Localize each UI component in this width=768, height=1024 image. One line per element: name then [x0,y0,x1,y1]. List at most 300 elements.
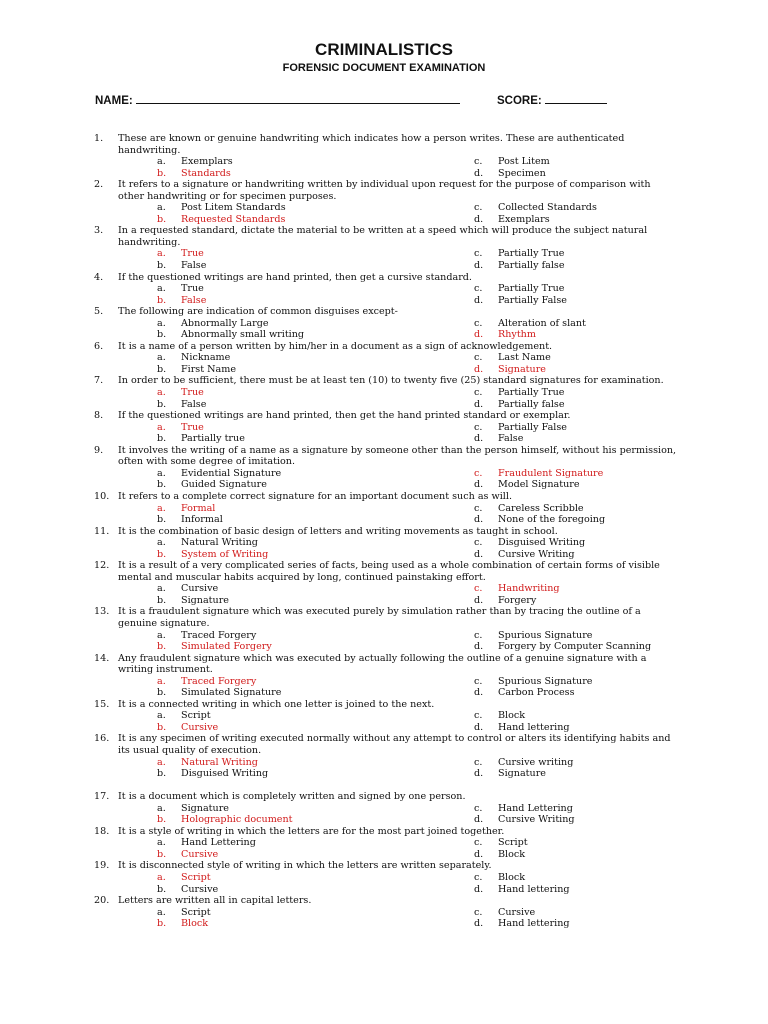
option-text: Holographic document [181,814,293,826]
question-text: It is disconnected style of writing in which the letters are written separately. [118,860,492,872]
option-text: Hand lettering [498,883,570,895]
question-item [0,410,768,445]
option-text: Hand lettering [498,918,570,930]
option-row [0,514,768,526]
option-letter: d. [474,479,484,491]
question-number: 15. [94,698,110,710]
answer-option [157,329,304,341]
option-letter: b. [157,641,167,653]
answer-option [474,503,584,515]
correct-answer-option [157,168,231,180]
question-item [0,791,768,826]
question-text: Any fraudulent signature which was executed by actually following the outline of a genuine signature with a writing instrument. [118,652,647,676]
option-letter: b. [157,721,167,733]
correct-answer-option [474,583,560,595]
option-letter: a. [157,675,166,687]
option-text: Exemplars [498,213,550,225]
option-letter: c. [474,583,483,595]
option-text: Informal [181,514,223,526]
question-stem [0,826,678,838]
answer-option [157,630,256,642]
option-letter: c. [474,502,483,514]
option-letter: d. [474,294,484,306]
answer-option [474,283,564,295]
option-text: Partially False [498,294,567,306]
option-text: Abnormally small writing [181,329,305,341]
option-text: Signature [181,802,229,814]
question-number: 11. [94,525,110,537]
question-stem [0,491,678,503]
option-text: Hand lettering [498,721,570,733]
answer-option [474,260,565,272]
answer-option [157,537,258,549]
question-text: In a requested standard, dictate the material to be written at a speed which will produce the subject natural handwriting. [118,225,648,248]
answer-option [474,918,570,930]
option-text: Spurious Signature [498,629,593,641]
option-text: Specimen [498,167,546,179]
option-row [0,884,768,896]
option-text: None of the foregoing [498,514,606,526]
option-text: Signature [181,594,229,606]
answer-option [157,884,218,896]
option-text: False [181,294,207,306]
option-row [0,479,768,491]
question-number: 9. [94,444,104,456]
option-text: Cursive [181,583,219,595]
option-text: Disguised Writing [498,537,586,549]
answer-option [474,722,570,734]
option-text: Script [498,837,528,849]
correct-answer-option [157,295,206,307]
option-text: Forgery by Computer Scanning [498,641,652,653]
option-text: Guided Signature [181,479,267,491]
option-text: Rhythm [498,329,536,341]
question-item [0,375,768,410]
option-row [0,156,768,168]
option-row [0,468,768,480]
option-letter: d. [474,641,484,653]
option-letter: c. [474,317,483,329]
answer-option [474,687,575,699]
option-text: Partially True [498,387,565,399]
option-row [0,329,768,341]
correct-answer-option [157,387,204,399]
question-text: It is a connected writing in which one letter is joined to the next. [118,698,435,710]
option-text: Traced Forgery [181,629,257,641]
correct-answer-option [157,214,285,226]
question-stem [0,341,678,353]
correct-answer-option [157,248,204,260]
option-text: Last Name [498,352,551,364]
question-number: 16. [94,733,110,745]
option-letter: d. [474,687,484,699]
question-text: If the questioned writings are hand printed, then get a cursive standard. [118,271,472,283]
option-text: Block [181,918,209,930]
option-letter: d. [474,329,484,341]
option-row [0,849,768,861]
option-text: Script [181,872,211,883]
answer-option [474,814,575,826]
question-list [0,133,768,930]
answer-option [474,214,550,226]
option-letter: d. [474,721,484,733]
option-letter: d. [474,768,484,780]
option-letter: a. [157,202,166,214]
option-row [0,364,768,376]
correct-answer-option [157,814,293,826]
question-item [0,699,768,734]
correct-answer-option [474,468,603,480]
option-letter: c. [474,629,483,641]
option-text: False [181,398,207,410]
option-letter: b. [157,883,167,895]
option-row [0,214,768,226]
question-number: 2. [94,179,104,191]
option-letter: a. [157,317,166,329]
option-letter: c. [474,421,483,433]
question-item [0,895,768,930]
option-row [0,295,768,307]
question-stem [0,733,678,756]
option-letter: c. [474,283,483,295]
option-text: Hand Lettering [181,837,256,849]
option-letter: b. [157,918,167,930]
option-letter: c. [474,906,483,918]
option-letter: c. [474,872,483,883]
option-text: Hand Lettering [498,802,573,814]
question-stem [0,606,678,629]
option-text: Exemplars [181,156,233,168]
option-text: Careless Scribble [498,502,584,514]
question-number: 1. [94,133,104,144]
question-item [0,860,768,895]
option-text: Partially false [498,260,565,272]
option-text: True [181,421,204,433]
option-text: Forgery [498,594,537,606]
option-letter: a. [157,387,166,399]
option-letter: d. [474,594,484,606]
option-row [0,837,768,849]
question-text: If the questioned writings are hand printed, then get the hand printed standard or exemplar. [118,410,571,422]
question-number: 5. [94,306,104,318]
option-text: Formal [181,502,216,514]
option-text: Partially False [498,421,567,433]
question-text: It is any specimen of writing executed normally without any attempt to control or alters its identifying habits and its usual quality of execution. [118,733,671,756]
name-blank-line [136,92,460,104]
answer-option [157,202,286,214]
option-row [0,248,768,260]
answer-option [157,433,245,445]
option-text: Natural Writing [181,756,258,768]
question-number: 12. [94,560,110,572]
option-letter: a. [157,802,166,814]
option-row [0,202,768,214]
answer-option [474,710,525,722]
option-row [0,803,768,815]
answer-option [474,433,523,445]
option-row [0,687,768,699]
option-text: Natural Writing [181,537,258,549]
question-number: 3. [94,225,104,237]
option-letter: a. [157,710,166,722]
question-text: These are known or genuine handwriting which indicates how a person writes. These are authenticated handwriting. [118,133,625,156]
option-text: Block [498,872,526,883]
name-field [95,92,460,107]
answer-option [474,168,546,180]
option-letter: d. [474,514,484,526]
option-letter: d. [474,363,484,375]
option-letter: c. [474,202,483,214]
option-row [0,872,768,884]
question-item [0,653,768,699]
option-text: Nickname [181,352,231,364]
answer-option [157,768,268,780]
option-letter: b. [157,814,167,826]
question-number: 19. [94,860,110,872]
answer-option [474,768,546,780]
option-text: Cursive Writing [498,548,575,560]
answer-option [157,687,281,699]
option-letter: a. [157,837,166,849]
correct-answer-option [157,641,272,653]
option-text: Script [181,710,211,722]
question-text: It refers to a complete correct signature for an important document such as will. [118,490,512,502]
correct-answer-option [474,329,536,341]
option-text: Requested Standards [181,213,286,225]
option-letter: d. [474,433,484,445]
option-text: True [181,387,204,399]
option-letter: a. [157,537,166,549]
option-letter: b. [157,433,167,445]
correct-answer-option [157,549,268,561]
option-text: Disguised Writing [181,768,269,780]
page-subtitle: FORENSIC DOCUMENT EXAMINATION [282,62,486,74]
score-label: SCORE: [497,95,542,107]
answer-option [474,907,535,919]
option-row [0,433,768,445]
question-item [0,733,768,779]
question-item [0,133,768,179]
option-letter: c. [474,675,483,687]
option-row [0,814,768,826]
question-number: 13. [94,606,110,618]
option-text: Traced Forgery [181,675,257,687]
option-letter: b. [157,398,167,410]
question-text: It refers to a signature or handwriting written by individual upon request for the purpose of comparison with other handwriting or for specimen purposes. [118,179,651,202]
score-blank-line [545,92,607,104]
question-text: It is a fraudulent signature which was executed purely by simulation rather than by tracing the outline of a genuine signature. [118,606,641,629]
option-text: System of Writing [181,548,269,560]
option-text: False [181,260,207,272]
correct-answer-option [157,722,218,734]
option-letter: b. [157,594,167,606]
correct-answer-option [157,422,204,434]
option-row [0,260,768,272]
answer-option [474,387,564,399]
answer-option [474,595,536,607]
answer-option [474,422,567,434]
question-number: 18. [94,825,110,837]
question-spacer [0,780,768,792]
option-row [0,768,768,780]
question-stem [0,375,678,387]
option-text: Spurious Signature [498,675,593,687]
option-row [0,722,768,734]
option-row [0,630,768,642]
answer-option [474,803,573,815]
question-number: 17. [94,791,110,803]
answer-option [157,399,206,411]
option-row [0,387,768,399]
question-text: It is a style of writing in which the letters are for the most part joined together. [118,825,505,837]
option-text: Cursive [181,883,219,895]
option-text: Partially false [498,398,565,410]
question-item [0,526,768,561]
option-letter: c. [474,352,483,364]
option-text: Signature [498,363,546,375]
option-text: Carbon Process [498,687,575,699]
answer-option [474,295,567,307]
option-text: Partially True [498,283,565,295]
answer-option [474,156,550,168]
option-letter: b. [157,768,167,780]
option-letter: a. [157,583,166,595]
answer-option [474,884,570,896]
question-item [0,179,768,225]
option-text: False [498,433,524,445]
question-number: 4. [94,271,104,283]
option-row [0,757,768,769]
option-letter: a. [157,906,166,918]
answer-option [157,479,267,491]
answer-option [157,837,256,849]
option-letter: b. [157,167,167,179]
correct-answer-option [157,503,215,515]
option-text: Standards [181,167,231,179]
question-item [0,606,768,652]
question-text: It is a document which is completely written and signed by one person. [118,791,466,803]
option-letter: c. [474,537,483,549]
answer-option [157,318,269,330]
question-stem [0,445,678,468]
correct-answer-option [157,918,208,930]
option-text: Simulated Forgery [181,641,272,653]
option-text: Handwriting [498,583,560,595]
option-letter: a. [157,467,166,479]
option-row [0,537,768,549]
answer-option [157,583,218,595]
question-stem [0,133,678,156]
option-letter: a. [157,421,166,433]
option-row [0,318,768,330]
question-number: 14. [94,652,110,664]
correct-answer-option [157,676,256,688]
option-text: Post Litem [498,156,550,168]
question-item [0,272,768,307]
option-row [0,595,768,607]
question-item [0,445,768,491]
option-letter: b. [157,548,167,560]
option-text: True [181,248,204,260]
question-item [0,341,768,376]
page-title: CRIMINALISTICS [315,40,453,59]
answer-option [474,757,573,769]
option-row [0,422,768,434]
option-letter: a. [157,248,166,260]
answer-option [474,514,605,526]
option-letter: d. [474,918,484,930]
option-letter: d. [474,398,484,410]
answer-option [157,468,281,480]
question-stem [0,860,678,872]
option-row [0,676,768,688]
option-row [0,503,768,515]
question-text: In order to be sufficient, there must be at least ten (10) to twenty five (25) standard signatures for examination. [118,375,664,387]
answer-option [474,537,585,549]
question-text: It is the combination of basic design of letters and writing movements as taught in school. [118,525,558,537]
option-row [0,399,768,411]
option-text: Partially true [181,433,245,445]
option-letter: c. [474,156,483,168]
option-text: Cursive [181,848,219,860]
question-text: It is a name of a person written by him/her in a document as a sign of acknowledgement. [118,340,553,352]
option-row [0,907,768,919]
answer-option [157,156,233,168]
answer-option [157,364,236,376]
answer-option [157,283,204,295]
option-letter: a. [157,283,166,295]
answer-option [474,318,586,330]
question-item [0,306,768,341]
answer-option [474,352,551,364]
answer-option [157,514,223,526]
option-letter: b. [157,514,167,526]
answer-option [157,907,211,919]
question-stem [0,526,678,538]
option-letter: b. [157,479,167,491]
question-number: 20. [94,895,110,907]
option-letter: c. [474,837,483,849]
option-text: First Name [181,363,237,375]
question-stem [0,225,678,248]
score-field [497,92,607,107]
option-text: Fraudulent Signature [498,467,604,479]
option-row [0,283,768,295]
option-letter: a. [157,756,166,768]
question-number: 8. [94,410,104,422]
option-letter: b. [157,848,167,860]
option-letter: a. [157,502,166,514]
option-text: Post Litem Standards [181,202,286,214]
option-letter: a. [157,156,166,168]
option-letter: c. [474,756,483,768]
question-number: 10. [94,490,110,502]
question-stem [0,560,678,583]
question-stem [0,179,678,202]
option-letter: c. [474,387,483,399]
option-letter: a. [157,629,166,641]
option-text: Block [498,710,526,722]
option-letter: d. [474,814,484,826]
option-letter: d. [474,548,484,560]
correct-answer-option [157,757,258,769]
question-text: It is a result of a very complicated series of facts, being used as a whole combination of certain forms of visible mental and muscular habits acquired by long, continued painstaking effort. [118,560,660,583]
question-stem [0,699,678,711]
question-stem [0,895,678,907]
question-item [0,491,768,526]
option-letter: d. [474,213,484,225]
answer-option [157,260,206,272]
